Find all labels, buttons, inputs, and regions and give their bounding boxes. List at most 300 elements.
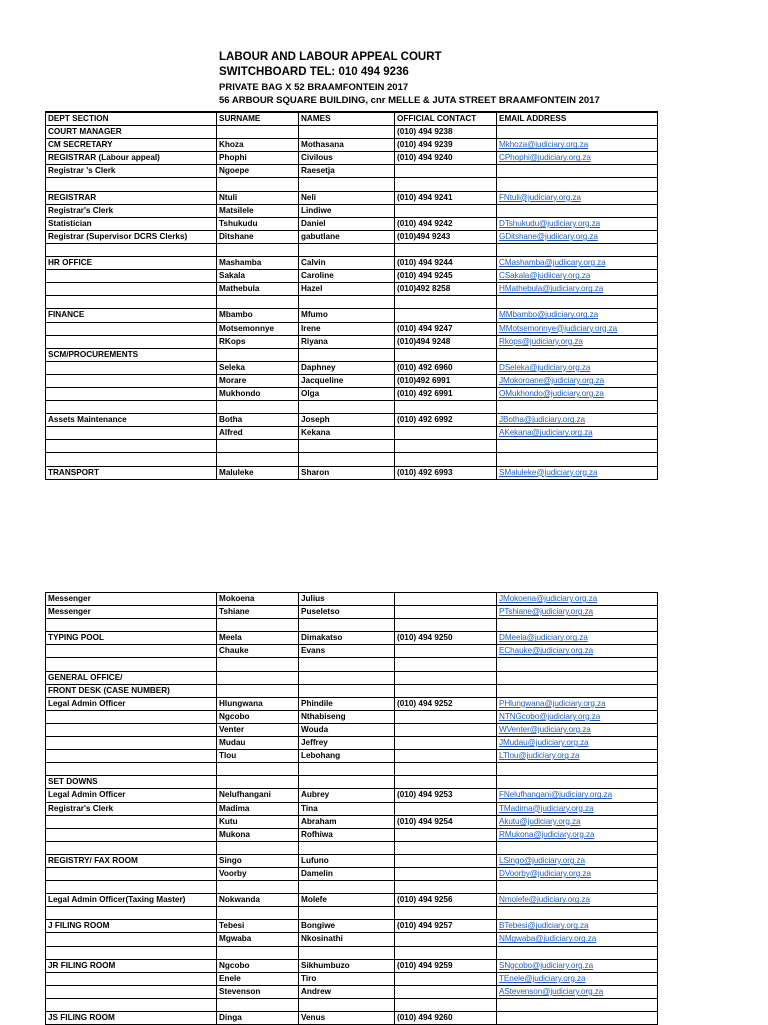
surname-cell <box>217 658 299 671</box>
surname-cell: Alfred <box>217 427 299 440</box>
dept-section-cell <box>46 374 217 387</box>
table-row <box>46 440 658 453</box>
street-address: 56 ARBOUR SQUARE BUILDING, cnr MELLE & JUTA STREET BRAAMFONTEIN 2017 <box>219 95 600 106</box>
contact-cell <box>395 178 497 191</box>
table-row <box>46 283 658 296</box>
dept-section-cell <box>46 335 217 348</box>
contact-cell: (010) 492 6993 <box>395 466 497 479</box>
table-row <box>46 204 658 217</box>
contact-cell <box>395 243 497 256</box>
email-cell[interactable]: LTlou@judiciary.org.za <box>497 750 658 763</box>
email-cell[interactable]: DSeleka@judiciary.org.za <box>497 361 658 374</box>
dept-section-cell <box>46 243 217 256</box>
email-cell[interactable]: JMudau@judiciary.org.za <box>497 737 658 750</box>
table-row <box>46 645 658 658</box>
names-cell <box>299 946 395 959</box>
dept-section-cell: Legal Admin Officer(Taxing Master) <box>46 894 217 907</box>
names-cell: Abraham <box>299 815 395 828</box>
names-cell: gabutlane <box>299 230 395 243</box>
contact-cell <box>395 671 497 684</box>
dept-section-cell: HR OFFICE <box>46 257 217 270</box>
email-cell[interactable]: GDitshane@judiicary.org.za <box>497 230 658 243</box>
dept-section-cell: Registrar's Clerk <box>46 802 217 815</box>
table-row <box>46 414 658 427</box>
table-row <box>46 972 658 985</box>
names-cell: Nthabiseng <box>299 710 395 723</box>
names-cell: Caroline <box>299 270 395 283</box>
email-cell[interactable]: Nmolefe@judiciary.org.za <box>497 894 658 907</box>
surname-cell: Sakala <box>217 270 299 283</box>
dept-section-cell <box>46 296 217 309</box>
contact-cell: (010) 494 9260 <box>395 1012 497 1025</box>
names-cell: Lufuno <box>299 854 395 867</box>
email-cell[interactable]: JBotha@judiciary.org.za <box>497 414 658 427</box>
dept-section-cell: SET DOWNS <box>46 776 217 789</box>
table-header-row <box>46 112 658 126</box>
surname-cell <box>217 178 299 191</box>
email-cell[interactable]: HMathebula@judiciary.org.za <box>497 283 658 296</box>
contact-cell: (010) 494 9256 <box>395 894 497 907</box>
header-dept-section: DEPT SECTION <box>46 112 217 126</box>
surname-cell: Kutu <box>217 815 299 828</box>
dept-section-cell: Registrar's Clerk <box>46 204 217 217</box>
names-cell: Raesetja <box>299 165 395 178</box>
email-cell[interactable]: TMadima@judiciary.org.za <box>497 802 658 815</box>
email-cell[interactable]: RMukona@judiciary.org.za <box>497 828 658 841</box>
email-cell[interactable]: SMaluleke@judiciary.org.za <box>497 466 658 479</box>
dept-section-cell <box>46 828 217 841</box>
table-row <box>46 802 658 815</box>
email-cell[interactable]: Akutu@judiciary.org.za <box>497 815 658 828</box>
table-row <box>46 697 658 710</box>
table-row <box>46 178 658 191</box>
table-row <box>46 867 658 880</box>
names-cell <box>299 126 395 139</box>
dept-section-cell: CM SECRETARY <box>46 139 217 152</box>
names-cell <box>299 998 395 1011</box>
table-row <box>46 453 658 466</box>
table-row <box>46 270 658 283</box>
dept-section-cell <box>46 933 217 946</box>
contact-cell <box>395 998 497 1011</box>
email-cell[interactable]: LSingo@judiciary.org.za <box>497 854 658 867</box>
surname-cell <box>217 841 299 854</box>
contact-cell <box>395 658 497 671</box>
dept-section-cell <box>46 907 217 920</box>
dept-section-cell: Legal Admin Officer <box>46 697 217 710</box>
dept-section-cell: COURT MANAGER <box>46 126 217 139</box>
names-cell <box>299 671 395 684</box>
names-cell: Tiro <box>299 972 395 985</box>
names-cell: Tina <box>299 802 395 815</box>
surname-cell: Tshiane <box>217 606 299 619</box>
dept-section-cell: JR FILING ROOM <box>46 959 217 972</box>
names-cell: Mfumo <box>299 309 395 322</box>
email-cell <box>497 907 658 920</box>
table-row <box>46 933 658 946</box>
contact-cell: (010) 494 9247 <box>395 322 497 335</box>
names-cell: Daniel <box>299 217 395 230</box>
surname-cell <box>217 440 299 453</box>
surname-cell: Morare <box>217 374 299 387</box>
contact-cell: (010) 492 6992 <box>395 414 497 427</box>
table-row <box>46 1012 658 1025</box>
email-cell[interactable]: FNelufhangani@judiciary.org.za <box>497 789 658 802</box>
contact-cell <box>395 907 497 920</box>
dept-section-cell <box>46 985 217 998</box>
contact-cell <box>395 619 497 632</box>
email-cell[interactable]: DMeela@judiciary.org.za <box>497 632 658 645</box>
header-names: NAMES <box>299 112 395 126</box>
surname-cell: Tebesi <box>217 920 299 933</box>
email-cell[interactable]: EChauke@judiciary.org.za <box>497 645 658 658</box>
email-cell <box>497 126 658 139</box>
contact-cell <box>395 645 497 658</box>
contact-cell: (010) 494 9245 <box>395 270 497 283</box>
surname-cell <box>217 998 299 1011</box>
email-cell <box>497 776 658 789</box>
names-cell: Civilous <box>299 152 395 165</box>
table-row <box>46 789 658 802</box>
contact-cell <box>395 737 497 750</box>
email-cell[interactable]: PTshiane@judiciary.org.za <box>497 606 658 619</box>
email-cell <box>497 658 658 671</box>
surname-cell: Mokoena <box>217 593 299 606</box>
table-row <box>46 126 658 139</box>
names-cell: Sikhumbuzo <box>299 959 395 972</box>
email-cell <box>497 763 658 776</box>
email-cell <box>497 348 658 361</box>
contact-cell <box>395 946 497 959</box>
surname-cell: Nokwanda <box>217 894 299 907</box>
contact-cell <box>395 296 497 309</box>
contact-cell: (010)494 9243 <box>395 230 497 243</box>
email-cell <box>497 401 658 414</box>
names-cell <box>299 296 395 309</box>
dept-section-cell <box>46 453 217 466</box>
surname-cell: Ngcobo <box>217 959 299 972</box>
surname-cell <box>217 126 299 139</box>
dept-section-cell <box>46 841 217 854</box>
email-cell[interactable]: CPhophi@judiciary.org.za <box>497 152 658 165</box>
names-cell <box>299 907 395 920</box>
surname-cell: Matsilele <box>217 204 299 217</box>
surname-cell <box>217 348 299 361</box>
email-cell[interactable]: Mkhoza@judiciary.org.za <box>497 139 658 152</box>
surname-cell <box>217 296 299 309</box>
contact-cell: (010) 494 9240 <box>395 152 497 165</box>
email-cell[interactable]: NTNGcobo@judiciary.org.za <box>497 710 658 723</box>
table-row <box>46 920 658 933</box>
surname-cell: Meela <box>217 632 299 645</box>
contact-cell: (010) 492 6991 <box>395 387 497 400</box>
surname-cell: Ditshane <box>217 230 299 243</box>
surname-cell: RKops <box>217 335 299 348</box>
surname-cell: Singo <box>217 854 299 867</box>
dept-section-cell <box>46 867 217 880</box>
names-cell: Dimakatso <box>299 632 395 645</box>
email-cell <box>497 165 658 178</box>
court-title: LABOUR AND LABOUR APPEAL COURT <box>219 51 442 63</box>
dept-section-cell <box>46 658 217 671</box>
names-cell: Bongiwe <box>299 920 395 933</box>
table-row <box>46 959 658 972</box>
table-row <box>46 658 658 671</box>
email-cell[interactable]: TEnele@judiciary.org.za <box>497 972 658 985</box>
table-row <box>46 191 658 204</box>
surname-cell: Maluleke <box>217 466 299 479</box>
dept-section-cell <box>46 361 217 374</box>
names-cell <box>299 763 395 776</box>
dept-section-cell: Registrar (Supervisor DCRS Clerks) <box>46 230 217 243</box>
email-cell <box>497 881 658 894</box>
header-email-address: EMAIL ADDRESS <box>497 112 658 126</box>
contact-cell: (010) 494 9254 <box>395 815 497 828</box>
table-row <box>46 374 658 387</box>
email-cell[interactable]: CSakala@judiicary.org.za <box>497 270 658 283</box>
table-row <box>46 737 658 750</box>
contact-cell <box>395 401 497 414</box>
document-header <box>219 50 600 106</box>
contact-cell: (010)492 8258 <box>395 283 497 296</box>
dept-section-cell <box>46 619 217 632</box>
email-cell <box>497 671 658 684</box>
contact-cell <box>395 606 497 619</box>
contact-cell <box>395 750 497 763</box>
surname-cell: Mukona <box>217 828 299 841</box>
email-cell[interactable]: BTebesi@judiciary.org.za <box>497 920 658 933</box>
contact-cell: (010) 494 9242 <box>395 217 497 230</box>
names-cell <box>299 243 395 256</box>
email-cell[interactable]: MMbambo@judiciary.org.za <box>497 309 658 322</box>
surname-cell: Tlou <box>217 750 299 763</box>
surname-cell <box>217 243 299 256</box>
names-cell: Aubrey <box>299 789 395 802</box>
table-row <box>46 828 658 841</box>
email-cell[interactable]: CMashamba@judiicary.org.za <box>497 257 658 270</box>
names-cell <box>299 619 395 632</box>
contact-cell <box>395 440 497 453</box>
table-row <box>46 593 658 606</box>
contact-cell <box>395 427 497 440</box>
header-official-contact: OFFICIAL CONTACT <box>395 112 497 126</box>
names-cell: Neli <box>299 191 395 204</box>
email-cell[interactable]: NMgwaba@judiciary.org.za <box>497 933 658 946</box>
dept-section-cell: REGISTRAR (Labour appeal) <box>46 152 217 165</box>
dept-section-cell <box>46 881 217 894</box>
contact-cell <box>395 881 497 894</box>
dept-section-cell: TYPING POOL <box>46 632 217 645</box>
dept-section-cell: REGISTRY/ FAX ROOM <box>46 854 217 867</box>
contact-cell <box>395 763 497 776</box>
table-row <box>46 401 658 414</box>
surname-cell <box>217 946 299 959</box>
email-cell <box>497 946 658 959</box>
contact-cell: (010) 494 9239 <box>395 139 497 152</box>
table-row <box>46 243 658 256</box>
table-row <box>46 139 658 152</box>
table-row <box>46 841 658 854</box>
surname-cell: Voorby <box>217 867 299 880</box>
surname-cell <box>217 907 299 920</box>
names-cell: Venus <box>299 1012 395 1025</box>
email-cell[interactable]: AKekana@judiciary.org.za <box>497 427 658 440</box>
names-cell: Kekana <box>299 427 395 440</box>
table-row <box>46 296 658 309</box>
email-cell[interactable]: SNgcobo@judiciary.org.za <box>497 959 658 972</box>
dept-section-cell: Messenger <box>46 606 217 619</box>
email-cell[interactable]: Rkops@judiciary.org.za <box>497 335 658 348</box>
surname-cell: Mashamba <box>217 257 299 270</box>
table-row <box>46 361 658 374</box>
table-row <box>46 763 658 776</box>
contact-cell <box>395 593 497 606</box>
names-cell: Rofhiwa <box>299 828 395 841</box>
names-cell: Nkosinathi <box>299 933 395 946</box>
surname-cell: Madima <box>217 802 299 815</box>
contact-cell <box>395 933 497 946</box>
surname-cell <box>217 671 299 684</box>
email-cell[interactable]: DVoorby@judiciary.org.za <box>497 867 658 880</box>
dept-section-cell <box>46 723 217 736</box>
table-row <box>46 985 658 998</box>
dept-section-cell <box>46 401 217 414</box>
names-cell <box>299 881 395 894</box>
email-cell <box>497 684 658 697</box>
table-row <box>46 684 658 697</box>
table-row <box>46 907 658 920</box>
names-cell <box>299 453 395 466</box>
email-cell <box>497 619 658 632</box>
contact-cell: (010) 494 9244 <box>395 257 497 270</box>
dept-section-cell <box>46 710 217 723</box>
surname-cell: Enele <box>217 972 299 985</box>
names-cell <box>299 348 395 361</box>
names-cell <box>299 841 395 854</box>
dept-section-cell: FRONT DESK (CASE NUMBER) <box>46 684 217 697</box>
table-row <box>46 348 658 361</box>
dept-section-cell: Assets Maintenance <box>46 414 217 427</box>
surname-cell: Chauke <box>217 645 299 658</box>
surname-cell: Stevenson <box>217 985 299 998</box>
email-cell[interactable]: OMukhondo@judiciary.org.za <box>497 387 658 400</box>
surname-cell: Khoza <box>217 139 299 152</box>
surname-cell: Tshukudu <box>217 217 299 230</box>
table-row <box>46 257 658 270</box>
names-cell <box>299 440 395 453</box>
dept-section-cell <box>46 737 217 750</box>
names-cell: Andrew <box>299 985 395 998</box>
surname-cell <box>217 881 299 894</box>
dept-section-cell <box>46 750 217 763</box>
table-row <box>46 387 658 400</box>
names-cell <box>299 658 395 671</box>
table-row <box>46 427 658 440</box>
email-cell <box>497 243 658 256</box>
dept-section-cell: Legal Admin Officer <box>46 789 217 802</box>
table-row <box>46 723 658 736</box>
email-cell <box>497 998 658 1011</box>
email-cell <box>497 453 658 466</box>
table-row <box>46 854 658 867</box>
names-cell: Phindile <box>299 697 395 710</box>
dept-section-cell <box>46 998 217 1011</box>
contact-cell: (010) 494 9253 <box>395 789 497 802</box>
table-row <box>46 619 658 632</box>
contact-cell <box>395 828 497 841</box>
dept-section-cell <box>46 972 217 985</box>
dept-section-cell <box>46 763 217 776</box>
table-row <box>46 881 658 894</box>
names-cell <box>299 178 395 191</box>
surname-cell: Venter <box>217 723 299 736</box>
names-cell: Lindiwe <box>299 204 395 217</box>
table-row <box>46 710 658 723</box>
contact-cell <box>395 204 497 217</box>
names-cell: Lebohang <box>299 750 395 763</box>
table-row <box>46 309 658 322</box>
email-cell[interactable]: DTshukudu@judiciary.org.za <box>497 217 658 230</box>
names-cell <box>299 684 395 697</box>
surname-cell: Ngoepe <box>217 165 299 178</box>
dept-section-cell <box>46 427 217 440</box>
names-cell: Julius <box>299 593 395 606</box>
contacts-table-bottom <box>45 592 658 1025</box>
email-cell[interactable]: MMotsemonnye@judiciary.org.za <box>497 322 658 335</box>
email-cell[interactable]: PHlungwana@judiciary.org.za <box>497 697 658 710</box>
contact-cell <box>395 867 497 880</box>
contact-cell <box>395 841 497 854</box>
contact-cell <box>395 723 497 736</box>
surname-cell: Mbambo <box>217 309 299 322</box>
email-cell[interactable]: JMokoena@judiciary.org.za <box>497 593 658 606</box>
email-cell[interactable]: FNtuli@judiciary.org.za <box>497 191 658 204</box>
contact-cell <box>395 802 497 815</box>
table-row <box>46 815 658 828</box>
dept-section-cell: Statistician <box>46 217 217 230</box>
email-cell <box>497 841 658 854</box>
names-cell: Puseletso <box>299 606 395 619</box>
contact-cell <box>395 710 497 723</box>
names-cell: Hazel <box>299 283 395 296</box>
contact-cell: (010) 492 6960 <box>395 361 497 374</box>
names-cell: Mothasana <box>299 139 395 152</box>
surname-cell: Mgwaba <box>217 933 299 946</box>
contact-cell: (010)494 9248 <box>395 335 497 348</box>
email-cell <box>497 1012 658 1025</box>
contact-cell: (010) 494 9252 <box>395 697 497 710</box>
email-cell[interactable]: JMokoroane@judiciary.org.za <box>497 374 658 387</box>
surname-cell: Seleka <box>217 361 299 374</box>
contact-cell <box>395 309 497 322</box>
names-cell: Daphney <box>299 361 395 374</box>
table-row <box>46 335 658 348</box>
surname-cell <box>217 401 299 414</box>
table-row <box>46 466 658 479</box>
contact-cell: (010) 494 9238 <box>395 126 497 139</box>
surname-cell: Mukhondo <box>217 387 299 400</box>
surname-cell: Mathebula <box>217 283 299 296</box>
surname-cell: Mudau <box>217 737 299 750</box>
table-row <box>46 217 658 230</box>
names-cell <box>299 776 395 789</box>
names-cell: Molefe <box>299 894 395 907</box>
table-row <box>46 776 658 789</box>
email-cell[interactable]: AStevenson@judiciary.org.za <box>497 985 658 998</box>
table-row <box>46 894 658 907</box>
table-row <box>46 152 658 165</box>
email-cell[interactable]: WVenter@judiciary.org.za <box>497 723 658 736</box>
